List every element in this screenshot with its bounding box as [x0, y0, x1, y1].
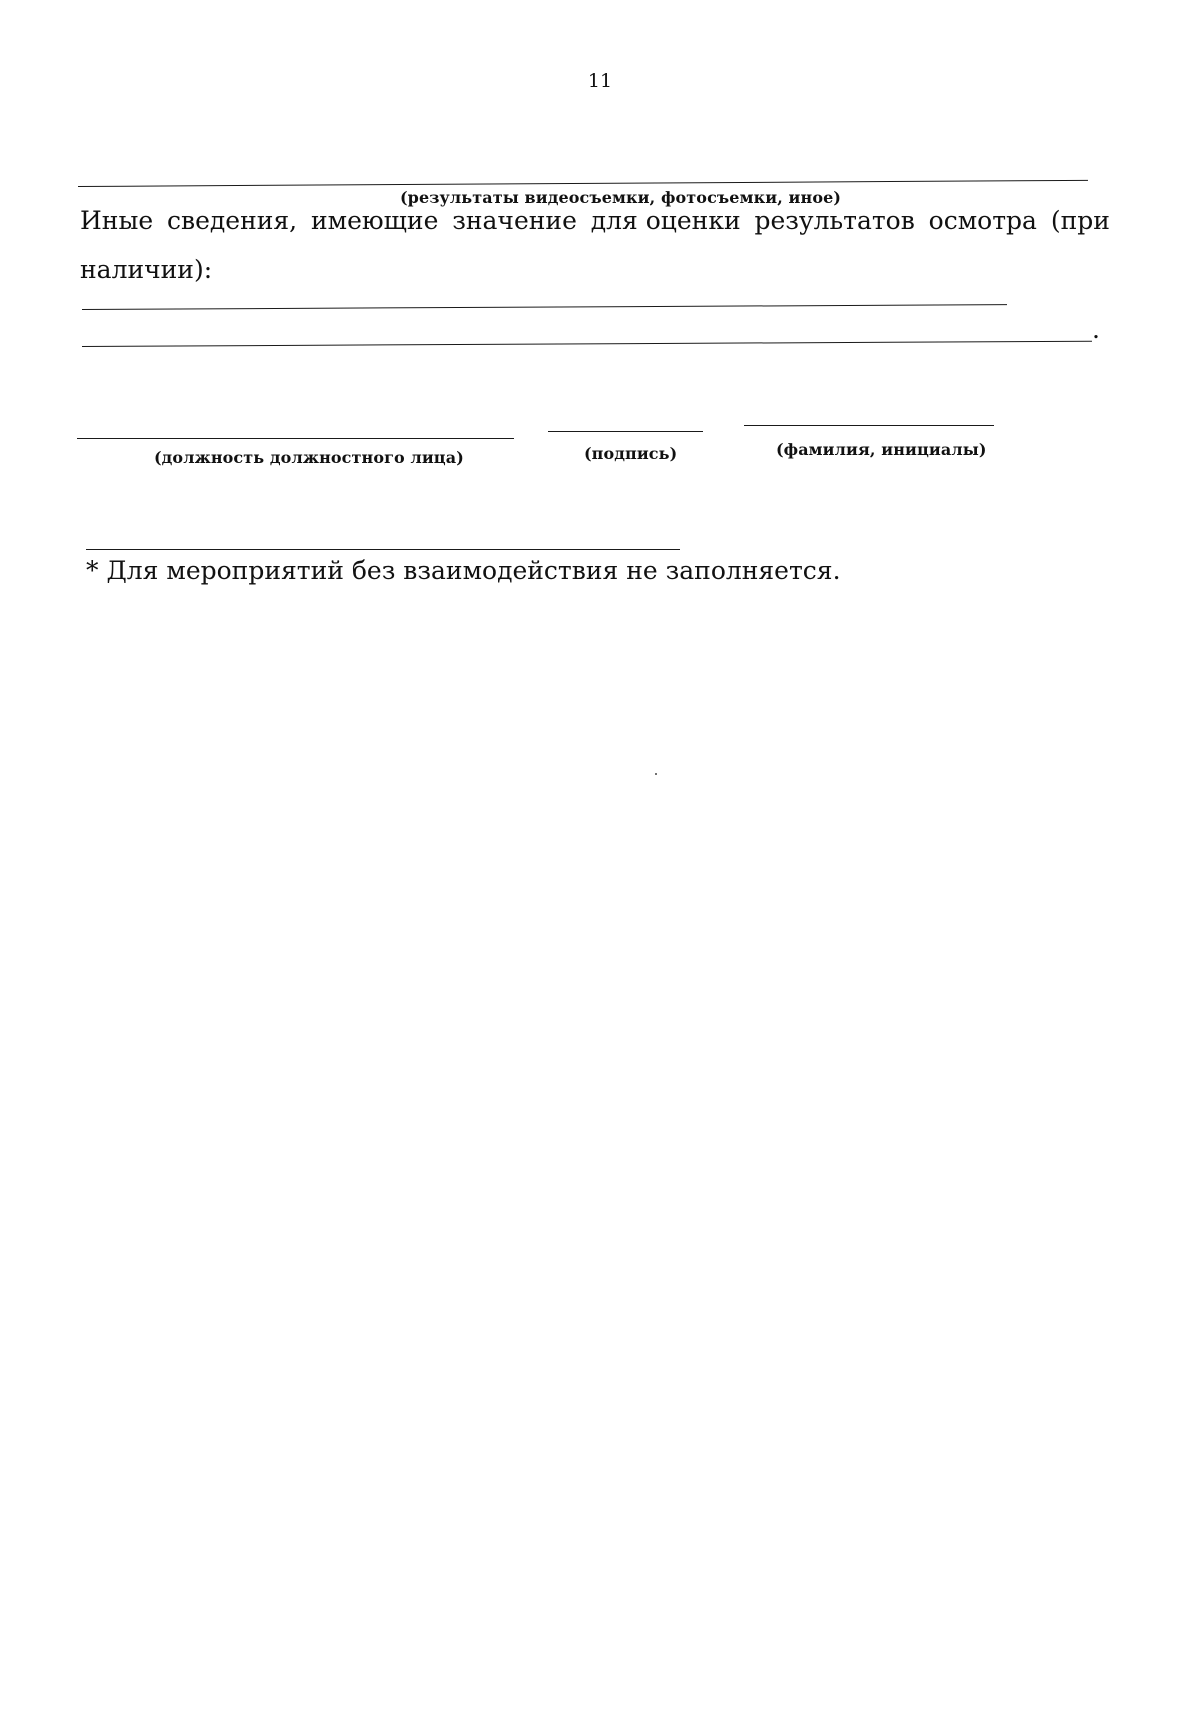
other-info-fill-line-2 — [82, 341, 1092, 347]
scan-speck — [655, 773, 657, 775]
name-caption: (фамилия, инициалы) — [776, 440, 987, 459]
footnote-separator — [86, 549, 680, 550]
other-info-fill-line-1 — [82, 304, 1007, 310]
footnote-text: * Для мероприятий без взаимодействия не заполняется. — [86, 556, 841, 585]
signature-fill-line — [548, 431, 703, 432]
name-fill-line — [744, 425, 994, 426]
other-info-word: для оценки — [590, 206, 741, 235]
other-info-end-period: . — [1092, 315, 1100, 344]
media-results-fill-line — [78, 180, 1088, 187]
position-caption: (должность должностного лица) — [154, 448, 464, 467]
other-info-word: (при — [1050, 206, 1110, 235]
page-number: 11 — [587, 70, 613, 92]
other-info-word: Иные — [80, 206, 154, 235]
media-results-caption: (результаты видеосъемки, фотосъемки, иное) — [400, 188, 842, 207]
other-info-line-1 — [80, 206, 1110, 235]
other-info-word: имеющие — [311, 206, 439, 235]
other-info-word: результатов — [754, 206, 915, 235]
signature-caption: (подпись) — [584, 444, 678, 463]
other-info-line-2: наличии): — [80, 255, 213, 284]
other-info-word: сведения, — [167, 206, 298, 235]
other-info-word: осмотра — [928, 206, 1037, 235]
other-info-word: значение — [452, 206, 577, 235]
position-fill-line — [77, 438, 514, 439]
